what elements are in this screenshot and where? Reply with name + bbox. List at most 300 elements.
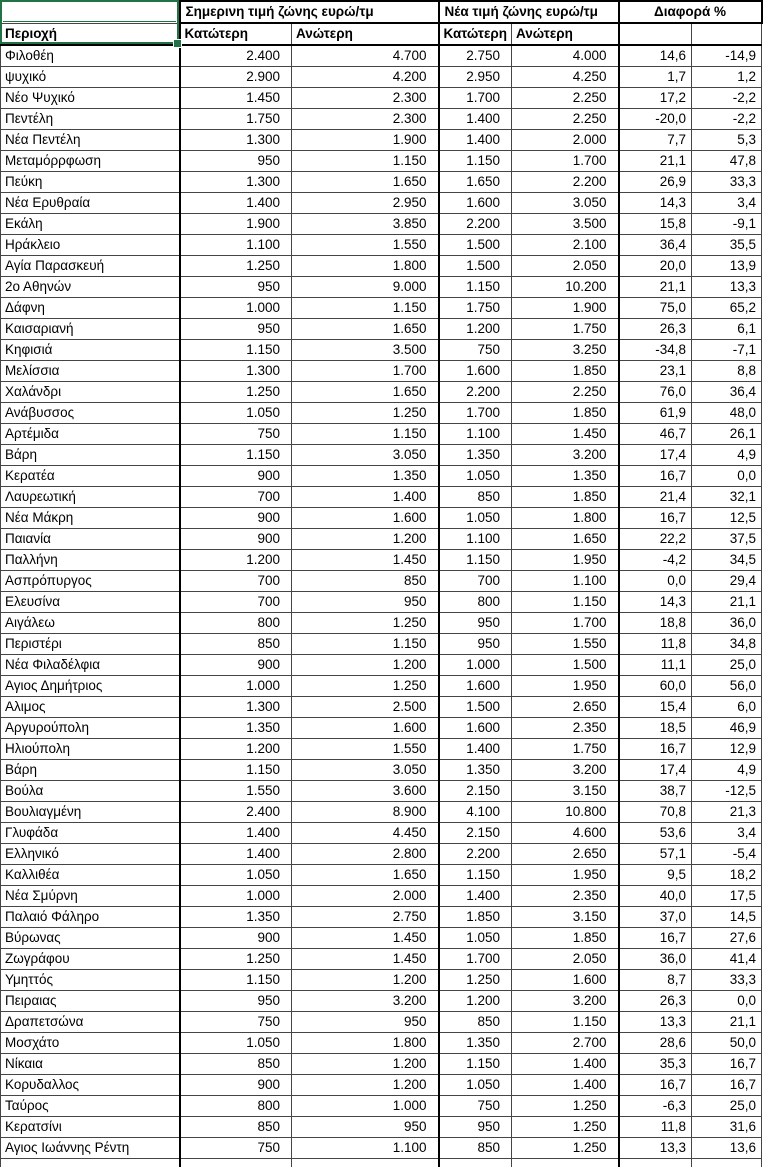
area-cell[interactable]: Ηράκλειο [1, 235, 180, 256]
value-cell[interactable]: 4.700 [292, 45, 439, 67]
value-cell[interactable]: 4.200 [292, 67, 439, 88]
value-cell[interactable]: 1.500 [512, 655, 619, 676]
value-cell[interactable]: 29,4 [692, 571, 762, 592]
value-cell[interactable]: 1.250 [512, 1096, 619, 1117]
value-cell[interactable]: 1.650 [292, 865, 439, 886]
value-cell[interactable]: 1.800 [292, 256, 439, 277]
area-cell[interactable]: Νέα Μάκρη [1, 508, 180, 529]
value-cell[interactable]: 34,8 [692, 634, 762, 655]
value-cell[interactable]: 1.700 [512, 151, 619, 172]
value-cell[interactable]: 1.450 [512, 424, 619, 445]
value-cell[interactable]: 18,5 [619, 718, 692, 739]
value-cell[interactable]: 1.650 [512, 529, 619, 550]
value-cell[interactable]: 1.400 [292, 487, 439, 508]
value-cell[interactable]: -9,1 [692, 214, 762, 235]
value-cell[interactable]: 950 [180, 277, 292, 298]
value-cell[interactable]: -6,3 [619, 1096, 692, 1117]
value-cell[interactable]: 26,1 [692, 424, 762, 445]
value-cell[interactable]: 38,7 [619, 781, 692, 802]
area-cell[interactable]: Βούλα [1, 781, 180, 802]
value-cell[interactable]: 1.050 [180, 403, 292, 424]
value-cell[interactable]: 1.550 [180, 781, 292, 802]
value-cell[interactable]: 4.600 [512, 823, 619, 844]
value-cell[interactable]: 17,2 [619, 88, 692, 109]
value-cell[interactable]: 1.150 [439, 865, 512, 886]
value-cell[interactable]: 20,0 [619, 256, 692, 277]
value-cell[interactable]: 1.750 [512, 319, 619, 340]
value-cell[interactable]: 1.100 [512, 571, 619, 592]
value-cell[interactable]: 32,1 [692, 487, 762, 508]
value-cell[interactable]: 1.850 [439, 907, 512, 928]
empty-cell[interactable] [180, 1159, 292, 1167]
value-cell[interactable]: 50,0 [692, 1033, 762, 1054]
value-cell[interactable]: 1.150 [292, 634, 439, 655]
area-cell[interactable]: Εκάλη [1, 214, 180, 235]
value-cell[interactable]: 6,0 [692, 697, 762, 718]
value-cell[interactable]: 17,4 [619, 445, 692, 466]
value-cell[interactable]: 1.400 [512, 1054, 619, 1075]
value-cell[interactable]: 750 [439, 340, 512, 361]
area-cell[interactable]: Περιστέρι [1, 634, 180, 655]
area-cell[interactable]: Κορυδαλλος [1, 1075, 180, 1096]
value-cell[interactable]: 1.050 [180, 865, 292, 886]
area-cell[interactable]: Νέα Σμύρνη [1, 886, 180, 907]
value-cell[interactable]: 950 [292, 1117, 439, 1138]
value-cell[interactable]: 3.200 [292, 991, 439, 1012]
value-cell[interactable]: 1.650 [439, 172, 512, 193]
value-cell[interactable]: 33,3 [692, 172, 762, 193]
value-cell[interactable]: 1.400 [512, 1075, 619, 1096]
value-cell[interactable]: 1.000 [180, 676, 292, 697]
value-cell[interactable]: 48,0 [692, 403, 762, 424]
value-cell[interactable]: 1.050 [439, 508, 512, 529]
value-cell[interactable]: 14,5 [692, 907, 762, 928]
value-cell[interactable]: 700 [180, 592, 292, 613]
value-cell[interactable]: 2.750 [292, 907, 439, 928]
value-cell[interactable]: 21,1 [619, 151, 692, 172]
value-cell[interactable]: 8.900 [292, 802, 439, 823]
value-cell[interactable]: 1.000 [439, 655, 512, 676]
value-cell[interactable]: 1.600 [292, 508, 439, 529]
value-cell[interactable]: 3.050 [292, 760, 439, 781]
value-cell[interactable]: 1.350 [292, 466, 439, 487]
area-cell[interactable]: Παλλήνη [1, 550, 180, 571]
value-cell[interactable]: 13,3 [619, 1012, 692, 1033]
value-cell[interactable]: 850 [180, 1117, 292, 1138]
value-cell[interactable]: 950 [439, 634, 512, 655]
value-cell[interactable]: 1.200 [180, 739, 292, 760]
value-cell[interactable]: 1.100 [180, 235, 292, 256]
area-cell[interactable]: Αιγάλεω [1, 613, 180, 634]
value-cell[interactable]: 2.150 [439, 823, 512, 844]
value-cell[interactable]: 2.000 [292, 886, 439, 907]
value-cell[interactable]: 1.750 [439, 298, 512, 319]
header-new-price-group[interactable]: Νέα τιμή ζώνης ευρώ/τμ [439, 1, 619, 23]
value-cell[interactable]: 1.350 [512, 466, 619, 487]
value-cell[interactable]: 16,7 [619, 508, 692, 529]
value-cell[interactable]: 1.250 [439, 970, 512, 991]
value-cell[interactable]: 6,1 [692, 319, 762, 340]
value-cell[interactable]: 1.300 [180, 361, 292, 382]
value-cell[interactable]: 36,0 [692, 613, 762, 634]
value-cell[interactable]: 14,3 [619, 592, 692, 613]
value-cell[interactable]: 13,3 [692, 277, 762, 298]
value-cell[interactable]: 1.700 [292, 361, 439, 382]
value-cell[interactable]: 750 [439, 1096, 512, 1117]
value-cell[interactable]: 27,6 [692, 928, 762, 949]
value-cell[interactable]: 1.000 [292, 1096, 439, 1117]
value-cell[interactable]: 11,1 [619, 655, 692, 676]
value-cell[interactable]: 3,4 [692, 193, 762, 214]
value-cell[interactable]: 8,7 [619, 970, 692, 991]
value-cell[interactable]: 10.800 [512, 802, 619, 823]
value-cell[interactable]: 65,2 [692, 298, 762, 319]
value-cell[interactable]: 36,4 [619, 235, 692, 256]
corner-cell[interactable] [1, 1, 180, 23]
value-cell[interactable]: 16,7 [619, 466, 692, 487]
area-cell[interactable]: Αλιμος [1, 697, 180, 718]
value-cell[interactable]: 1.700 [439, 88, 512, 109]
area-cell[interactable]: Βύρωνας [1, 928, 180, 949]
area-cell[interactable]: Ελευσίνα [1, 592, 180, 613]
value-cell[interactable]: 3.150 [512, 781, 619, 802]
value-cell[interactable]: 2.200 [439, 844, 512, 865]
value-cell[interactable]: 1.400 [180, 844, 292, 865]
header-diff-lower[interactable] [619, 23, 692, 45]
value-cell[interactable]: 1.900 [512, 298, 619, 319]
value-cell[interactable]: 31,6 [692, 1117, 762, 1138]
value-cell[interactable]: 12,9 [692, 739, 762, 760]
value-cell[interactable]: 26,9 [619, 172, 692, 193]
value-cell[interactable]: 21,1 [692, 1012, 762, 1033]
value-cell[interactable]: 950 [180, 151, 292, 172]
value-cell[interactable]: 1.400 [439, 739, 512, 760]
value-cell[interactable]: 7,7 [619, 130, 692, 151]
area-cell[interactable]: Αγιος Δημήτριος [1, 676, 180, 697]
value-cell[interactable]: 1.450 [292, 550, 439, 571]
empty-cell[interactable] [512, 1159, 619, 1167]
value-cell[interactable]: 1.700 [439, 949, 512, 970]
value-cell[interactable]: 1.200 [292, 1054, 439, 1075]
value-cell[interactable]: 3.600 [292, 781, 439, 802]
value-cell[interactable]: 2.350 [512, 718, 619, 739]
value-cell[interactable]: 2.800 [292, 844, 439, 865]
value-cell[interactable]: 1.900 [180, 214, 292, 235]
value-cell[interactable]: 1.150 [180, 970, 292, 991]
value-cell[interactable]: 1.000 [180, 298, 292, 319]
value-cell[interactable]: 60,0 [619, 676, 692, 697]
value-cell[interactable]: -4,2 [619, 550, 692, 571]
value-cell[interactable]: 950 [439, 613, 512, 634]
header-diff-group[interactable]: Διαφορά % [619, 1, 762, 23]
value-cell[interactable]: 1.450 [292, 949, 439, 970]
value-cell[interactable]: 850 [292, 571, 439, 592]
value-cell[interactable]: 1.600 [439, 193, 512, 214]
value-cell[interactable]: 1.250 [292, 613, 439, 634]
value-cell[interactable]: 1.000 [180, 886, 292, 907]
value-cell[interactable]: 1.850 [512, 403, 619, 424]
value-cell[interactable]: 2.350 [512, 886, 619, 907]
value-cell[interactable]: 16,7 [692, 1054, 762, 1075]
value-cell[interactable]: 800 [180, 1096, 292, 1117]
value-cell[interactable]: 36,0 [619, 949, 692, 970]
value-cell[interactable]: 1.600 [439, 718, 512, 739]
area-cell[interactable]: Ταύρος [1, 1096, 180, 1117]
area-cell[interactable]: Δραπετσώνα [1, 1012, 180, 1033]
value-cell[interactable]: 21,1 [619, 277, 692, 298]
empty-cell[interactable] [439, 1159, 512, 1167]
value-cell[interactable]: 3.200 [512, 445, 619, 466]
value-cell[interactable]: 1,2 [692, 67, 762, 88]
value-cell[interactable]: 950 [180, 319, 292, 340]
value-cell[interactable]: 13,3 [619, 1138, 692, 1159]
area-cell[interactable]: Ανάβυσσος [1, 403, 180, 424]
value-cell[interactable]: 2.150 [439, 781, 512, 802]
value-cell[interactable]: 1.150 [439, 1054, 512, 1075]
value-cell[interactable]: 2.050 [512, 256, 619, 277]
value-cell[interactable]: 14,3 [619, 193, 692, 214]
value-cell[interactable]: 36,4 [692, 382, 762, 403]
value-cell[interactable]: 1.400 [439, 130, 512, 151]
area-cell[interactable]: Νέα Ερυθραία [1, 193, 180, 214]
value-cell[interactable]: 0,0 [692, 991, 762, 1012]
value-cell[interactable]: -34,8 [619, 340, 692, 361]
value-cell[interactable]: 2.500 [292, 697, 439, 718]
value-cell[interactable]: 1.400 [439, 886, 512, 907]
value-cell[interactable]: 1.350 [180, 907, 292, 928]
value-cell[interactable]: 1.200 [292, 1075, 439, 1096]
area-cell[interactable]: Νίκαια [1, 1054, 180, 1075]
value-cell[interactable]: 9.000 [292, 277, 439, 298]
value-cell[interactable]: 1.250 [180, 382, 292, 403]
value-cell[interactable]: 2.900 [180, 67, 292, 88]
value-cell[interactable]: 1.200 [292, 529, 439, 550]
empty-cell[interactable] [292, 1159, 439, 1167]
value-cell[interactable]: 25,0 [692, 655, 762, 676]
value-cell[interactable]: 1.150 [439, 151, 512, 172]
value-cell[interactable]: 70,8 [619, 802, 692, 823]
value-cell[interactable]: 41,4 [692, 949, 762, 970]
value-cell[interactable]: 1.550 [292, 235, 439, 256]
area-cell[interactable]: 2ο Αθηνών [1, 277, 180, 298]
area-cell[interactable]: Ζωγράφου [1, 949, 180, 970]
value-cell[interactable]: 900 [180, 928, 292, 949]
area-cell[interactable]: Λαυρεωτική [1, 487, 180, 508]
value-cell[interactable]: 1.950 [512, 550, 619, 571]
area-cell[interactable]: Μεταμόρρφωση [1, 151, 180, 172]
value-cell[interactable]: 1.150 [439, 277, 512, 298]
value-cell[interactable]: 1.650 [292, 382, 439, 403]
value-cell[interactable]: 1.800 [512, 508, 619, 529]
value-cell[interactable]: 1.100 [292, 1138, 439, 1159]
value-cell[interactable]: 46,7 [619, 424, 692, 445]
value-cell[interactable]: 13,9 [692, 256, 762, 277]
value-cell[interactable]: 0,0 [619, 571, 692, 592]
value-cell[interactable]: 61,9 [619, 403, 692, 424]
value-cell[interactable]: 22,2 [619, 529, 692, 550]
value-cell[interactable]: 900 [180, 529, 292, 550]
value-cell[interactable]: -20,0 [619, 109, 692, 130]
value-cell[interactable]: 1.600 [439, 361, 512, 382]
value-cell[interactable]: 1.400 [439, 109, 512, 130]
value-cell[interactable]: 15,4 [619, 697, 692, 718]
value-cell[interactable]: 46,9 [692, 718, 762, 739]
header-diff-upper[interactable] [692, 23, 762, 45]
value-cell[interactable]: 2.300 [292, 109, 439, 130]
value-cell[interactable]: 1.750 [512, 739, 619, 760]
value-cell[interactable]: 1.300 [180, 172, 292, 193]
value-cell[interactable]: 1.850 [512, 487, 619, 508]
value-cell[interactable]: 18,2 [692, 865, 762, 886]
area-cell[interactable]: Καλλιθέα [1, 865, 180, 886]
value-cell[interactable]: -12,5 [692, 781, 762, 802]
value-cell[interactable]: 1.250 [180, 256, 292, 277]
value-cell[interactable]: 2.650 [512, 844, 619, 865]
value-cell[interactable]: 1.250 [292, 676, 439, 697]
value-cell[interactable]: 1.200 [439, 991, 512, 1012]
value-cell[interactable]: 1.350 [439, 1033, 512, 1054]
value-cell[interactable]: 57,1 [619, 844, 692, 865]
header-current-price-group[interactable]: Σημερινη τιμή ζώνης ευρώ/τμ [180, 1, 439, 23]
value-cell[interactable]: 14,6 [619, 45, 692, 67]
area-cell[interactable]: Μοσχάτο [1, 1033, 180, 1054]
value-cell[interactable]: 3.500 [512, 214, 619, 235]
value-cell[interactable]: 3.500 [292, 340, 439, 361]
value-cell[interactable]: 28,6 [619, 1033, 692, 1054]
value-cell[interactable]: 900 [180, 655, 292, 676]
value-cell[interactable]: 10.200 [512, 277, 619, 298]
value-cell[interactable]: 1.100 [439, 529, 512, 550]
value-cell[interactable]: 700 [180, 487, 292, 508]
value-cell[interactable]: 4.000 [512, 45, 619, 67]
value-cell[interactable]: 16,7 [619, 928, 692, 949]
value-cell[interactable]: 21,3 [692, 802, 762, 823]
value-cell[interactable]: 850 [180, 634, 292, 655]
value-cell[interactable]: 1.650 [292, 319, 439, 340]
area-cell[interactable]: Καισαριανή [1, 319, 180, 340]
area-cell[interactable]: Πεύκη [1, 172, 180, 193]
area-cell[interactable]: Χαλάνδρι [1, 382, 180, 403]
empty-cell[interactable] [692, 1159, 762, 1167]
empty-cell[interactable] [619, 1159, 692, 1167]
value-cell[interactable]: 56,0 [692, 676, 762, 697]
area-cell[interactable]: Βουλιαγμένη [1, 802, 180, 823]
value-cell[interactable]: 75,0 [619, 298, 692, 319]
area-cell[interactable]: Αργυρούπολη [1, 718, 180, 739]
value-cell[interactable]: 1.150 [292, 151, 439, 172]
area-cell[interactable]: Νέα Πεντέλη [1, 130, 180, 151]
value-cell[interactable]: 1.200 [292, 970, 439, 991]
value-cell[interactable]: 750 [180, 424, 292, 445]
value-cell[interactable]: -5,4 [692, 844, 762, 865]
area-cell[interactable]: Παλαιό Φάληρο [1, 907, 180, 928]
value-cell[interactable]: 3,4 [692, 823, 762, 844]
area-cell[interactable]: Κερατέα [1, 466, 180, 487]
value-cell[interactable]: 900 [180, 1075, 292, 1096]
fill-handle[interactable] [173, 39, 182, 48]
value-cell[interactable]: 1.150 [512, 592, 619, 613]
value-cell[interactable]: 950 [292, 592, 439, 613]
value-cell[interactable]: 900 [180, 466, 292, 487]
area-cell[interactable]: Πεντέλη [1, 109, 180, 130]
value-cell[interactable]: 2.200 [439, 214, 512, 235]
area-cell[interactable]: Φιλοθέη [1, 45, 180, 67]
value-cell[interactable]: 2.950 [292, 193, 439, 214]
area-cell[interactable]: Ελληνικό [1, 844, 180, 865]
value-cell[interactable]: 1.300 [180, 130, 292, 151]
value-cell[interactable]: 37,0 [619, 907, 692, 928]
value-cell[interactable]: 2.300 [292, 88, 439, 109]
value-cell[interactable]: 23,1 [619, 361, 692, 382]
value-cell[interactable]: 2.000 [512, 130, 619, 151]
value-cell[interactable]: 2.200 [512, 172, 619, 193]
value-cell[interactable]: 1.350 [439, 445, 512, 466]
value-cell[interactable]: 950 [180, 991, 292, 1012]
value-cell[interactable]: 1.250 [512, 1117, 619, 1138]
value-cell[interactable]: -2,2 [692, 109, 762, 130]
value-cell[interactable]: 53,6 [619, 823, 692, 844]
area-cell[interactable]: Παιανία [1, 529, 180, 550]
value-cell[interactable]: 700 [439, 571, 512, 592]
area-cell[interactable]: Αγία Παρασκευή [1, 256, 180, 277]
value-cell[interactable]: 800 [180, 613, 292, 634]
value-cell[interactable]: 1.200 [180, 550, 292, 571]
value-cell[interactable]: 0,0 [692, 466, 762, 487]
value-cell[interactable]: 17,5 [692, 886, 762, 907]
value-cell[interactable]: 2.050 [512, 949, 619, 970]
value-cell[interactable]: 1.200 [439, 319, 512, 340]
value-cell[interactable]: 1.250 [292, 403, 439, 424]
value-cell[interactable]: 1.750 [180, 109, 292, 130]
value-cell[interactable]: 850 [180, 1054, 292, 1075]
value-cell[interactable]: 2.400 [180, 45, 292, 67]
value-cell[interactable]: 2.100 [512, 235, 619, 256]
value-cell[interactable]: 47,8 [692, 151, 762, 172]
area-cell[interactable]: Κηφισιά [1, 340, 180, 361]
value-cell[interactable]: 11,8 [619, 1117, 692, 1138]
value-cell[interactable]: 35,5 [692, 235, 762, 256]
value-cell[interactable]: 40,0 [619, 886, 692, 907]
value-cell[interactable]: 1.050 [180, 1033, 292, 1054]
area-cell[interactable]: Βάρη [1, 760, 180, 781]
value-cell[interactable]: 1.350 [439, 760, 512, 781]
value-cell[interactable]: 1.200 [292, 655, 439, 676]
value-cell[interactable]: 1.050 [439, 466, 512, 487]
value-cell[interactable]: 4,9 [692, 445, 762, 466]
value-cell[interactable]: 1.150 [180, 445, 292, 466]
value-cell[interactable]: 2.250 [512, 382, 619, 403]
value-cell[interactable]: 16,7 [619, 739, 692, 760]
area-cell[interactable]: Δάφνη [1, 298, 180, 319]
value-cell[interactable]: 2.750 [439, 45, 512, 67]
value-cell[interactable]: 1.950 [512, 676, 619, 697]
value-cell[interactable]: 1.050 [439, 928, 512, 949]
value-cell[interactable]: 1.150 [180, 340, 292, 361]
value-cell[interactable]: 1.300 [180, 697, 292, 718]
value-cell[interactable]: 1.400 [180, 823, 292, 844]
value-cell[interactable]: 26,3 [619, 319, 692, 340]
value-cell[interactable]: 900 [180, 508, 292, 529]
value-cell[interactable]: 2.250 [512, 109, 619, 130]
area-cell[interactable]: Μελίσσια [1, 361, 180, 382]
value-cell[interactable]: 16,7 [692, 1075, 762, 1096]
value-cell[interactable]: 4,9 [692, 760, 762, 781]
value-cell[interactable]: 750 [180, 1138, 292, 1159]
area-cell[interactable]: Βάρη [1, 445, 180, 466]
value-cell[interactable]: 3.250 [512, 340, 619, 361]
value-cell[interactable]: 2.200 [439, 382, 512, 403]
value-cell[interactable]: 21,1 [692, 592, 762, 613]
